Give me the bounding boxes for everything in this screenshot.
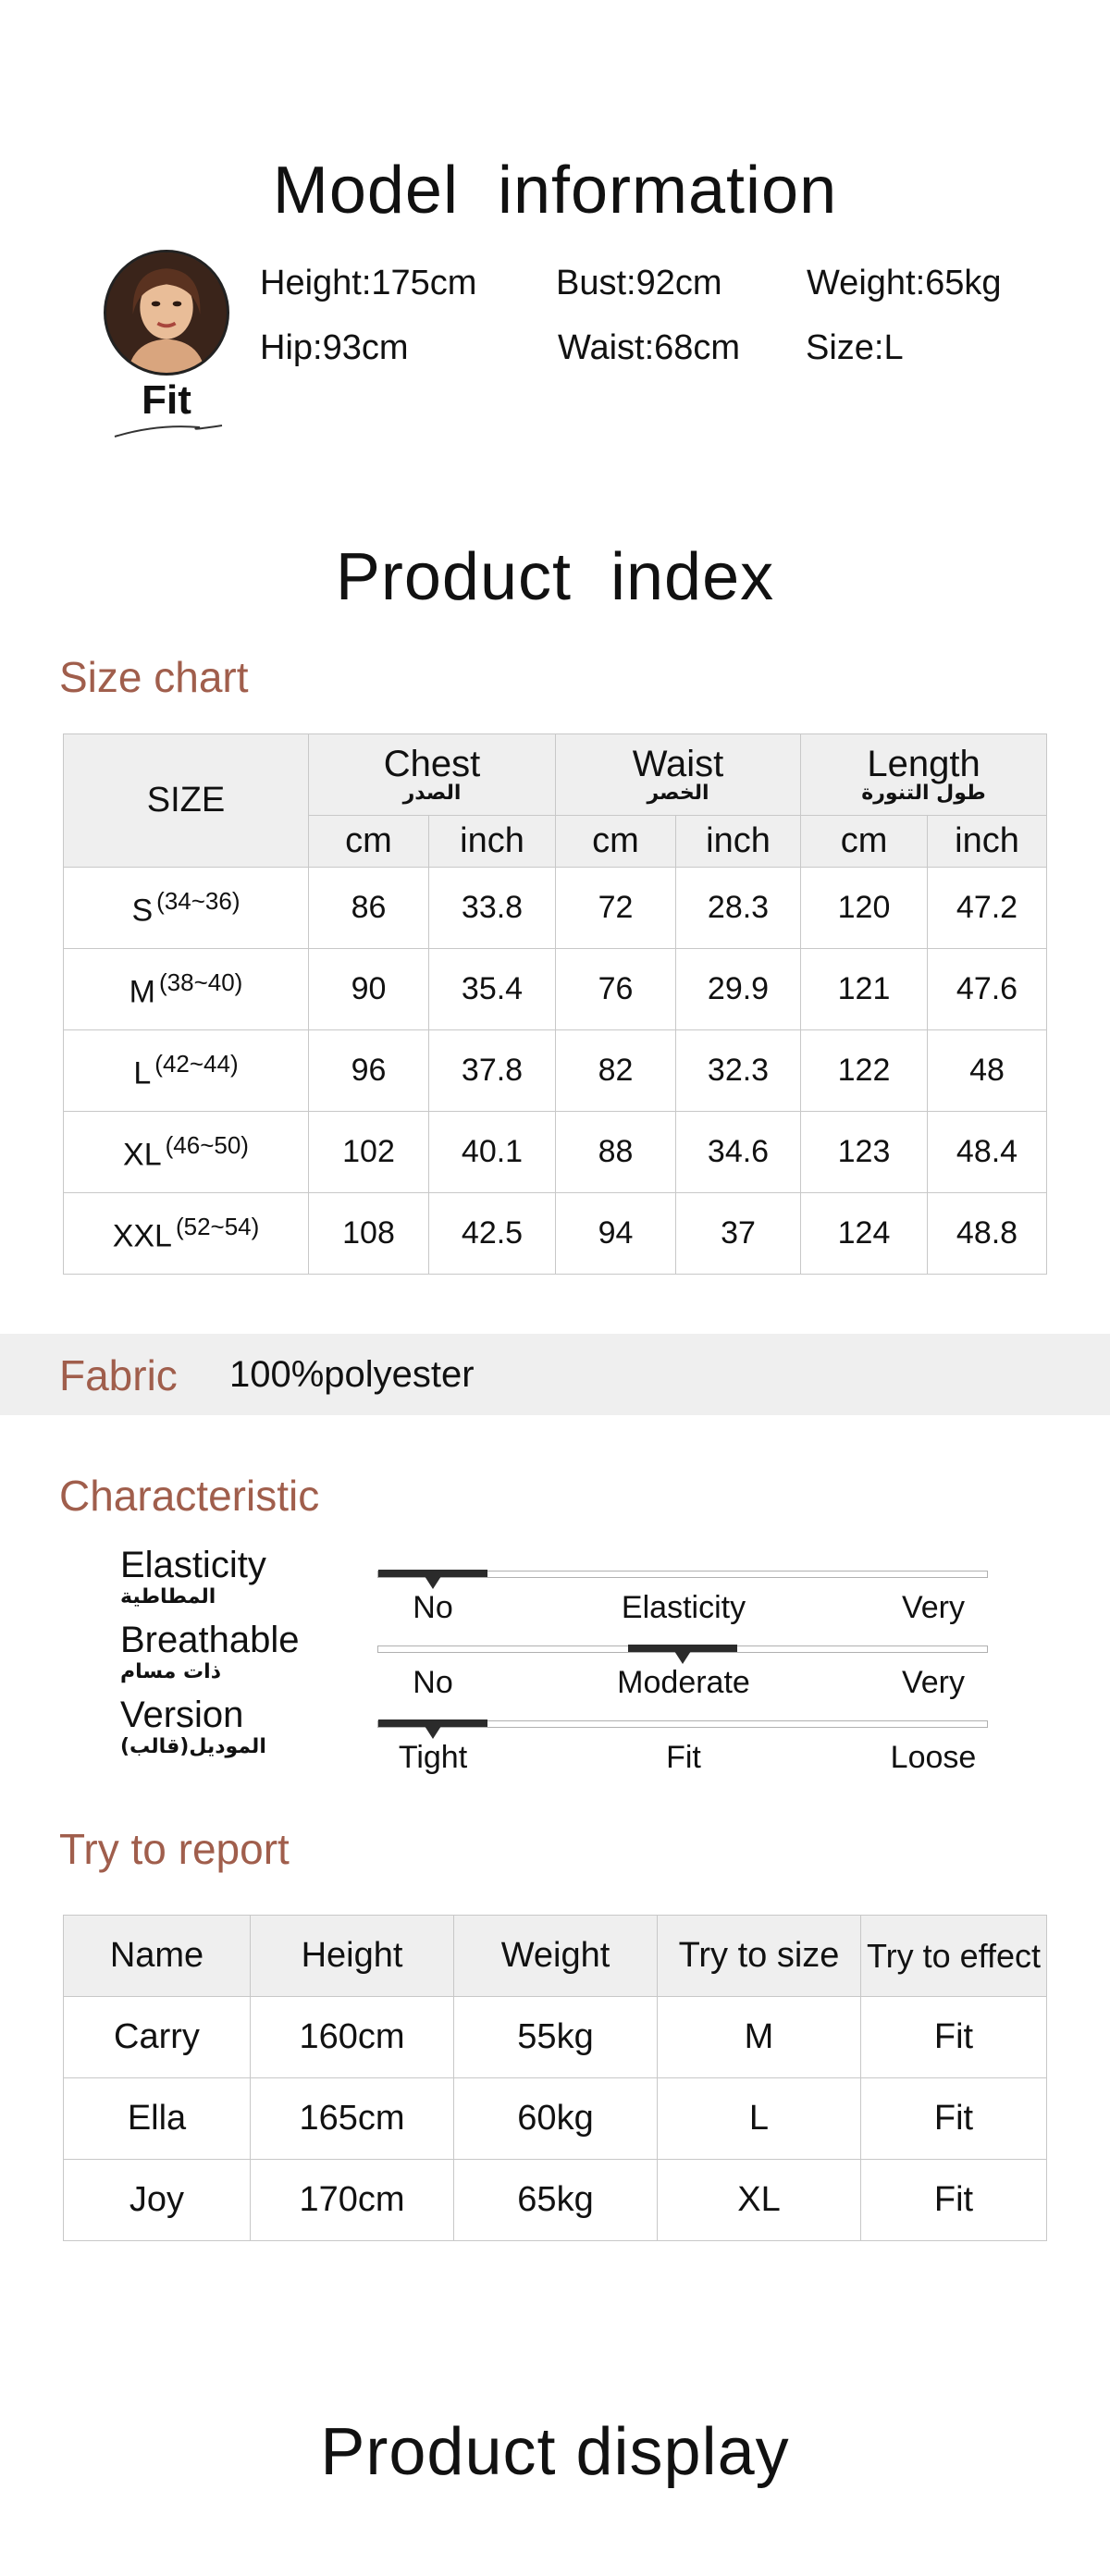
- size-cell: L $^{(42\sim 44)}$: [64, 1030, 309, 1112]
- product-index-title: Product index: [335, 540, 775, 614]
- characteristic-pointer-icon: [425, 1726, 441, 1739]
- waist-inch-cell: 29.9: [676, 949, 801, 1030]
- size-cell: S $^{(34\sim 36)}$: [64, 868, 309, 949]
- size-cell: XXL $^{(52\sim 54)}$: [64, 1193, 309, 1275]
- try-to-report-title: Try to report: [59, 1825, 290, 1873]
- unit-cm: cm: [309, 816, 429, 868]
- report-size-cell: M: [658, 1997, 861, 2078]
- length-cm-cell: 124: [801, 1193, 928, 1275]
- report-header-size: Try to size: [658, 1916, 861, 1997]
- report-weight-cell: 60kg: [454, 2078, 658, 2160]
- waist-inch-cell: 28.3: [676, 868, 801, 949]
- model-information-title: Model information: [272, 154, 838, 228]
- fabric-value: 100%polyester: [229, 1354, 475, 1395]
- waist-inch-cell: 32.3: [676, 1030, 801, 1112]
- table-row: [64, 1193, 1047, 1275]
- chest-cm-cell: 86: [309, 868, 429, 949]
- table-row: [64, 1112, 1047, 1193]
- waist-cm-cell: 72: [556, 868, 676, 949]
- chest-inch-cell: 33.8: [429, 868, 556, 949]
- table-row: [64, 2078, 1047, 2160]
- size-cell: XL $^{(46\sim 50)}$: [64, 1112, 309, 1193]
- waist-cm-cell: 82: [556, 1030, 676, 1112]
- length-inch-cell: 47.6: [928, 949, 1047, 1030]
- model-bust: Bust:92cm: [556, 264, 722, 302]
- model-size: Size:L: [806, 328, 904, 367]
- report-header-height: Height: [251, 1916, 454, 1997]
- scale-label-low: Tight: [398, 1740, 468, 1775]
- characteristic-scale: [377, 1720, 988, 1775]
- model-portrait-icon: [106, 253, 227, 373]
- chest-header: Chest الصدر: [309, 734, 556, 816]
- scale-label-mid: Fit: [666, 1740, 701, 1775]
- characteristic-row-version: [120, 1695, 990, 1775]
- model-weight: Weight:65kg: [807, 264, 1002, 302]
- length-cm-cell: 122: [801, 1030, 928, 1112]
- characteristic-pointer-icon: [674, 1651, 691, 1664]
- characteristic-name: Elasticity: [120, 1545, 266, 1585]
- report-effect-cell: Fit: [861, 2078, 1047, 2160]
- characteristic-row-breathable: [120, 1620, 990, 1700]
- report-header-weight: Weight: [454, 1916, 658, 1997]
- table-row: [64, 949, 1047, 1030]
- model-avatar: [104, 250, 229, 376]
- size-chart-table: [63, 733, 1047, 1275]
- waist-header: Waist الخصر: [556, 734, 801, 816]
- characteristic-scale: [377, 1571, 988, 1625]
- chest-cm-cell: 102: [309, 1112, 429, 1193]
- length-inch-cell: 48: [928, 1030, 1047, 1112]
- report-weight-cell: 65kg: [454, 2160, 658, 2241]
- report-name-cell: Carry: [64, 1997, 251, 2078]
- report-weight-cell: 55kg: [454, 1997, 658, 2078]
- length-cm-cell: 121: [801, 949, 928, 1030]
- scale-label-low: No: [413, 1590, 453, 1625]
- characteristic-name: Breathable: [120, 1620, 300, 1660]
- report-size-cell: L: [658, 2078, 861, 2160]
- characteristic-name-ar: ذات مسام: [120, 1660, 221, 1683]
- scale-label-high: Loose: [890, 1740, 977, 1775]
- chest-inch-cell: 42.5: [429, 1193, 556, 1275]
- signature-swoosh-icon: [111, 418, 231, 440]
- characteristic-name-ar: المطاطية: [120, 1585, 216, 1608]
- unit-cm: cm: [556, 816, 676, 868]
- unit-inch: inch: [676, 816, 801, 868]
- size-chart-title: Size chart: [59, 653, 249, 701]
- waist-cm-cell: 88: [556, 1112, 676, 1193]
- table-row: [64, 2160, 1047, 2241]
- unit-inch: inch: [928, 816, 1047, 868]
- product-display-title: Product display: [320, 2415, 790, 2489]
- report-header-effect: Try to effect: [861, 1916, 1047, 1997]
- report-height-cell: 170cm: [251, 2160, 454, 2241]
- waist-cm-cell: 94: [556, 1193, 676, 1275]
- unit-cm: cm: [801, 816, 928, 868]
- scale-label-mid: Moderate: [617, 1665, 750, 1700]
- report-name-cell: Ella: [64, 2078, 251, 2160]
- table-row: [64, 868, 1047, 949]
- fabric-title: Fabric: [59, 1351, 178, 1399]
- characteristic-title: Characteristic: [59, 1472, 320, 1520]
- report-effect-cell: Fit: [861, 1997, 1047, 2078]
- waist-inch-cell: 37: [676, 1193, 801, 1275]
- unit-inch: inch: [429, 816, 556, 868]
- length-inch-cell: 48.4: [928, 1112, 1047, 1193]
- try-report-table: [63, 1915, 1047, 2241]
- characteristic-name: Version: [120, 1695, 244, 1735]
- report-name-cell: Joy: [64, 2160, 251, 2241]
- table-row: [64, 1030, 1047, 1112]
- characteristic-row-elasticity: [120, 1545, 990, 1625]
- report-size-cell: XL: [658, 2160, 861, 2241]
- model-height: Height:175cm: [260, 264, 477, 302]
- fabric-band: [0, 1334, 1110, 1415]
- chest-cm-cell: 108: [309, 1193, 429, 1275]
- report-effect-cell: Fit: [861, 2160, 1047, 2241]
- characteristic-name-ar: الموديل(قالب): [120, 1735, 266, 1758]
- waist-cm-cell: 76: [556, 949, 676, 1030]
- chest-cm-cell: 90: [309, 949, 429, 1030]
- report-header-name: Name: [64, 1916, 251, 1997]
- length-cm-cell: 123: [801, 1112, 928, 1193]
- length-inch-cell: 48.8: [928, 1193, 1047, 1275]
- length-header: Length طول التنورة: [801, 734, 1047, 816]
- chest-cm-cell: 96: [309, 1030, 429, 1112]
- scale-label-high: Very: [901, 1590, 966, 1625]
- characteristic-scale: [377, 1645, 988, 1700]
- length-inch-cell: 47.2: [928, 868, 1047, 949]
- table-row: [64, 1997, 1047, 2078]
- size-cell: M $^{(38\sim 40)}$: [64, 949, 309, 1030]
- model-waist: Waist:68cm: [558, 328, 741, 367]
- characteristic-pointer-icon: [425, 1576, 441, 1589]
- chest-inch-cell: 40.1: [429, 1112, 556, 1193]
- report-height-cell: 165cm: [251, 2078, 454, 2160]
- chest-inch-cell: 37.8: [429, 1030, 556, 1112]
- length-cm-cell: 120: [801, 868, 928, 949]
- size-chart-body: [64, 868, 1047, 1275]
- model-hip: Hip:93cm: [260, 328, 409, 367]
- chest-inch-cell: 35.4: [429, 949, 556, 1030]
- fit-logo: Fit: [142, 377, 191, 423]
- scale-label-mid: Elasticity: [621, 1590, 746, 1625]
- scale-label-high: Very: [901, 1665, 966, 1700]
- size-header: SIZE: [64, 734, 309, 868]
- scale-label-low: No: [413, 1665, 453, 1700]
- waist-inch-cell: 34.6: [676, 1112, 801, 1193]
- report-height-cell: 160cm: [251, 1997, 454, 2078]
